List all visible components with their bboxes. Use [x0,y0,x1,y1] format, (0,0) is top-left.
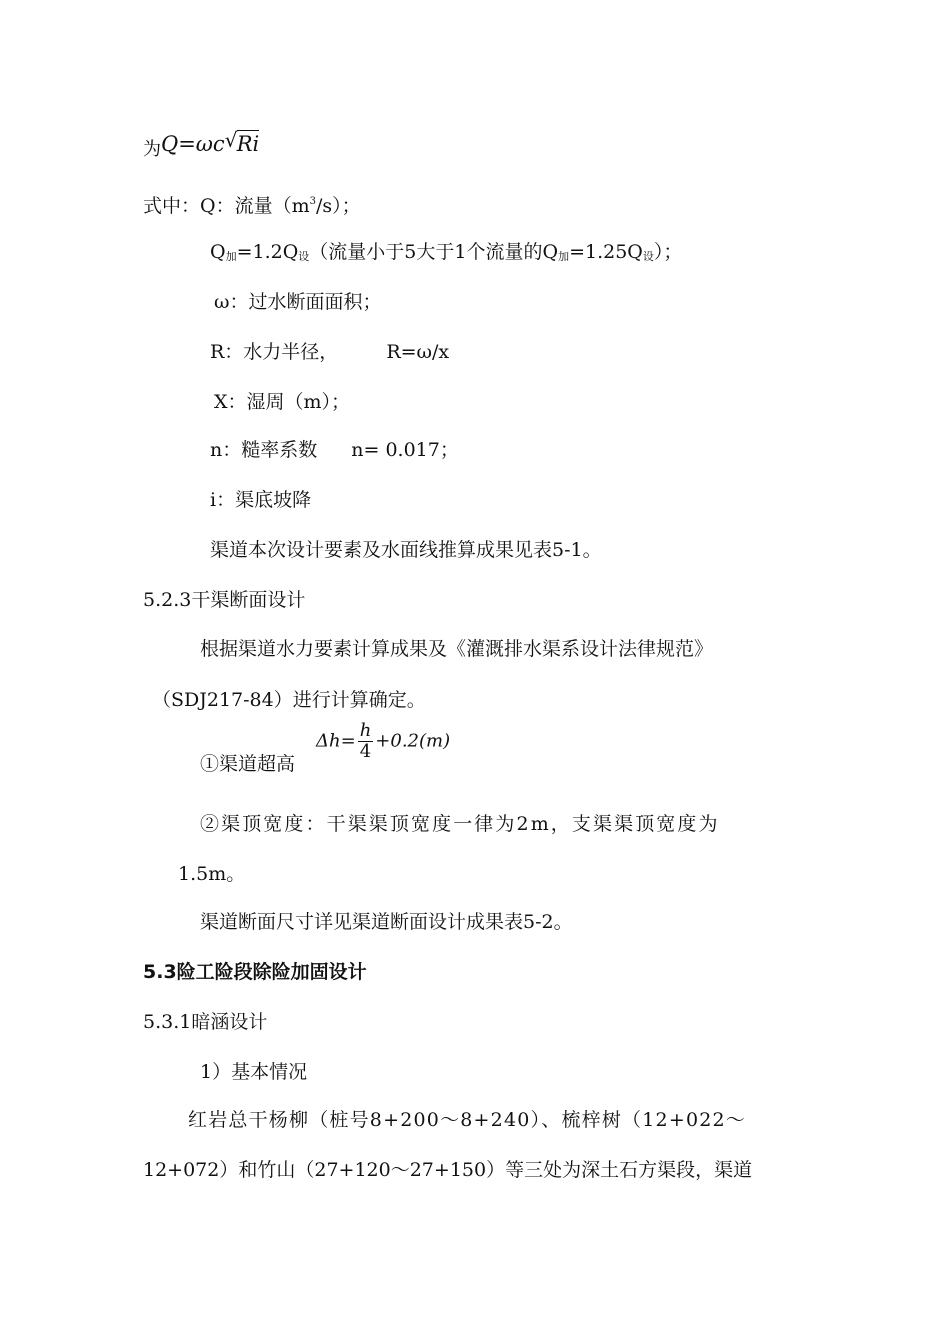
wetted-line: X：湿周（m）； [214,391,351,413]
qadd-p1: Q [210,241,226,263]
freeboard-rhs: +0.2(m) [375,730,451,752]
rough-line [210,438,459,462]
where-sup: 3 [309,196,316,207]
width-line-2: 1.5m。 [178,863,246,885]
section-531-heading: 5.3.1暗涵设计 [143,1011,268,1033]
qadd-s4: 设 [642,250,654,263]
where-tail: /s）； [315,195,361,217]
qadd-p2: =1.2Q [236,241,299,263]
qadd-p3: （流量小于5大于1个流量的Q [309,241,559,263]
qadd-p4: =1.25Q [569,241,643,263]
freeboard-fraction [358,721,374,762]
formula-main: Q=ωc [161,132,225,156]
result-note: 渠道本次设计要素及水面线推算成果见表5-1。 [210,539,602,561]
basis-line-1: 根据渠道水力要素计算成果及《灌溉排水渠系设计法律规范》 [200,638,714,660]
qadd-line [210,240,682,269]
basic-heading: 1）基本情况 [200,1061,308,1083]
freeboard-lhs: Δh= [316,730,356,752]
basis-line-2: （SDJ217-84）进行计算确定。 [152,689,426,711]
radius-label: R：水力半径， [210,341,339,363]
freeboard-num: h [359,720,372,741]
paragraph-line-1: 红岩总干杨柳（桩号8+200～8+240）、梳梓树（12+022～ [188,1109,747,1131]
flow-formula [143,130,259,162]
qadd-s1: 加 [225,250,237,263]
formula-intro: 为 [143,139,161,160]
paragraph-line-2: 12+072）和竹山（27+120～27+150）等三处为深土石方渠段，渠道 [143,1159,753,1181]
section-note: 渠道断面尺寸详见渠道断面设计成果表5-2。 [200,911,573,933]
radius-eq: R=ω/x [386,341,450,363]
radical-sign-icon: √ [224,128,238,152]
section-523-heading: 5.2.3干渠断面设计 [143,589,306,611]
slope-line: i：渠底坡降 [210,489,312,511]
rough-eq: n= 0.017； [351,439,459,461]
freeboard-den: 4 [359,741,372,762]
omega-line: ω：过水断面面积； [214,291,382,313]
freeboard-formula [316,721,450,762]
qadd-s3: 加 [558,250,570,263]
width-line-1: ②渠顶宽度：干渠渠顶宽度一律为2m，支渠渠顶宽度为 [200,813,720,835]
qadd-s2: 设 [298,250,310,263]
section-53-heading: 5.3险工险段除险加固设计 [143,961,367,983]
formula-root: Ri [236,132,260,156]
where-line [143,190,361,218]
rough-label: n：糙率系数 [210,439,318,461]
formula-sqrt [225,130,260,157]
qadd-p5: ）； [653,241,683,263]
where-lead: 式中：Q：流量（m [143,195,310,217]
freeboard-label: ①渠道超高 [200,753,296,775]
radius-line [210,340,449,364]
